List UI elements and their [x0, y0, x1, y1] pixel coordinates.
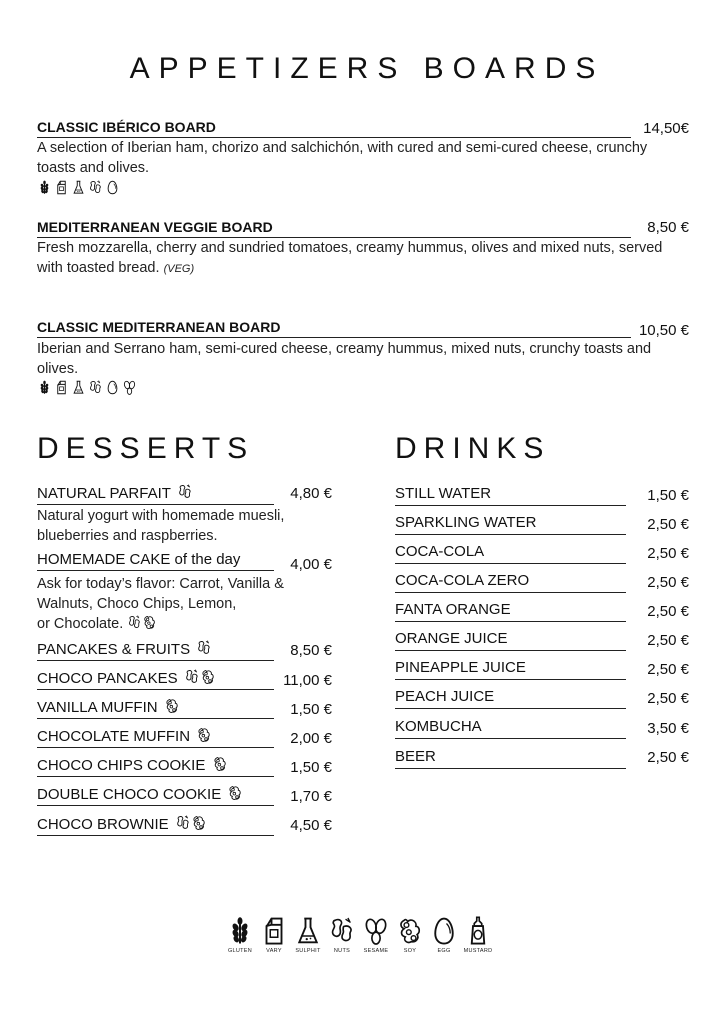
- gluten-icon: [227, 916, 253, 946]
- soy-icon: [142, 615, 157, 630]
- nuts-icon: [175, 815, 191, 831]
- desserts-title: DESSERTS: [37, 432, 255, 465]
- soy-icon: [227, 785, 243, 801]
- soy-icon: [397, 916, 423, 946]
- soy-icon: [212, 756, 228, 772]
- drinks-title: DRINKS: [395, 432, 551, 465]
- egg-icon: [105, 180, 120, 195]
- sulphite-icon: [71, 180, 86, 195]
- drink-name: ORANGE JUICE: [395, 629, 626, 651]
- sesame-icon: [363, 916, 389, 946]
- nuts-icon: [88, 180, 103, 195]
- allergen-legend: [226, 916, 492, 954]
- dessert-name: [37, 815, 274, 836]
- dessert-name: [37, 785, 274, 806]
- sulphite-icon: [295, 916, 321, 946]
- legend-label: GLUTEN: [227, 948, 253, 954]
- legend-item: [260, 916, 288, 954]
- dairy-icon: [54, 180, 69, 195]
- legend-item: [294, 916, 322, 954]
- soy-icon: [191, 815, 207, 831]
- legend-label: NUTS: [333, 948, 351, 954]
- dessert-description: Natural yogurt with homemade muesli, blueberries and raspberries.: [37, 508, 285, 544]
- drink-price: 3,50 €: [647, 720, 689, 737]
- page-title: APPETIZERS BOARDS: [129, 52, 605, 85]
- dessert-name-text: CHOCO PANCAKES: [37, 670, 178, 687]
- drink-price: 2,50 €: [647, 749, 689, 766]
- dessert-price: 4,80 €: [290, 485, 332, 502]
- dessert-name-text: CHOCO BROWNIE: [37, 816, 169, 833]
- gluten-icon: [37, 180, 52, 195]
- appetizer-description: A selection of Iberian ham, chorizo and salchichón, with cured and semi-cured cheese, crunchy toasts and olives.: [37, 140, 648, 176]
- appetizer-description: [37, 238, 687, 279]
- allergen-icons: [37, 180, 120, 196]
- dessert-name-text: VANILLA MUFFIN: [37, 699, 158, 716]
- drink-name: FANTA ORANGE: [395, 600, 626, 622]
- dessert-description-line: [37, 614, 337, 634]
- dairy-icon: [54, 380, 69, 395]
- legend-label: SULPHIT: [295, 948, 321, 954]
- soy-icon: [196, 727, 212, 743]
- egg-icon: [105, 380, 120, 395]
- legend-item: [430, 916, 458, 954]
- dessert-name: [37, 550, 274, 571]
- legend-item: [464, 916, 492, 954]
- dessert-name: [37, 484, 274, 505]
- nuts-icon: [184, 669, 200, 685]
- appetizer-price: 8,50 €: [647, 219, 689, 236]
- appetizer-name: CLASSIC MEDITERRANEAN BOARD: [37, 319, 631, 338]
- dessert-price: 2,00 €: [290, 730, 332, 747]
- legend-label: SOY: [403, 948, 417, 954]
- dessert-description: [37, 574, 337, 634]
- drink-name: PEACH JUICE: [395, 687, 626, 709]
- legend-label: MUSTARD: [463, 948, 493, 954]
- mustard-icon: [465, 916, 491, 946]
- drink-name: COCA-COLA: [395, 542, 626, 564]
- dairy-icon: [261, 916, 287, 946]
- appetizer-price: 14,50€: [643, 120, 689, 137]
- dessert-name-text: NATURAL PARFAIT: [37, 485, 171, 502]
- veg-tag: (VEG): [163, 263, 195, 275]
- sesame-icon: [122, 380, 137, 395]
- drink-price: 2,50 €: [647, 690, 689, 707]
- drink-name: COCA-COLA ZERO: [395, 571, 626, 593]
- egg-icon: [431, 916, 457, 946]
- dessert-price: 1,50 €: [290, 759, 332, 776]
- legend-label: EGG: [437, 948, 451, 954]
- nuts-icon: [88, 380, 103, 395]
- drink-name: KOMBUCHA: [395, 717, 626, 739]
- dessert-price: 4,00 €: [290, 556, 332, 573]
- dessert-description-text: or Chocolate.: [37, 616, 124, 632]
- drink-name: STILL WATER: [395, 484, 626, 506]
- dessert-name-text: HOMEMADE CAKE of the day: [37, 551, 241, 568]
- dessert-description-line: Ask for today’s flavor: Carrot, Vanilla &: [37, 576, 284, 592]
- dessert-name: [37, 669, 274, 690]
- legend-item: [328, 916, 356, 954]
- drink-name: SPARKLING WATER: [395, 513, 626, 535]
- drink-price: 2,50 €: [647, 632, 689, 649]
- dessert-name: [37, 756, 274, 777]
- dessert-price: 4,50 €: [290, 817, 332, 834]
- appetizer-price: 10,50 €: [638, 322, 689, 339]
- drink-price: 2,50 €: [647, 574, 689, 591]
- drink-price: 2,50 €: [647, 661, 689, 678]
- nuts-icon: [177, 484, 193, 500]
- dessert-name: [37, 640, 274, 661]
- nuts-icon: [196, 640, 212, 656]
- legend-item: [396, 916, 424, 954]
- dessert-name: [37, 727, 274, 748]
- drink-price: 2,50 €: [647, 516, 689, 533]
- legend-item: [226, 916, 254, 954]
- dessert-price: 1,70 €: [290, 788, 332, 805]
- dessert-price: 8,50 €: [290, 642, 332, 659]
- appetizer-name: CLASSIC IBÉRICO BOARD: [37, 119, 631, 138]
- soy-icon: [164, 698, 180, 714]
- drink-price: 2,50 €: [647, 545, 689, 562]
- drink-price: 1,50 €: [647, 487, 689, 504]
- nuts-icon: [329, 916, 355, 946]
- dessert-name: [37, 698, 274, 719]
- drink-name: PINEAPPLE JUICE: [395, 658, 626, 680]
- appetizer-description-text: Fresh mozzarella, cherry and sundried tomatoes, creamy hummus, olives and mixed nuts, served with toasted bread.: [37, 240, 663, 276]
- nuts-icon: [127, 615, 142, 630]
- dessert-name-text: CHOCOLATE MUFFIN: [37, 728, 191, 745]
- dessert-name-text: PANCAKES & FRUITS: [37, 641, 191, 658]
- drink-name: BEER: [395, 747, 626, 769]
- soy-icon: [200, 669, 216, 685]
- legend-item: [362, 916, 390, 954]
- legend-label: SESAME: [363, 948, 389, 954]
- appetizer-description: Iberian and Serrano ham, semi-cured cheese, creamy hummus, mixed nuts, crunchy toasts and olives.: [37, 341, 652, 377]
- appetizer-name: MEDITERRANEAN VEGGIE BOARD: [37, 219, 631, 238]
- sulphite-icon: [71, 380, 86, 395]
- dessert-name-text: DOUBLE CHOCO COOKIE: [37, 786, 222, 803]
- dessert-description-line: Walnuts, Choco Chips, Lemon,: [37, 596, 237, 612]
- legend-label: VARY: [266, 948, 282, 954]
- drink-price: 2,50 €: [647, 603, 689, 620]
- allergen-icons: [37, 380, 137, 396]
- dessert-price: 1,50 €: [290, 701, 332, 718]
- dessert-price: 11,00 €: [283, 672, 332, 689]
- gluten-icon: [37, 380, 52, 395]
- dessert-name-text: CHOCO CHIPS COOKIE: [37, 757, 206, 774]
